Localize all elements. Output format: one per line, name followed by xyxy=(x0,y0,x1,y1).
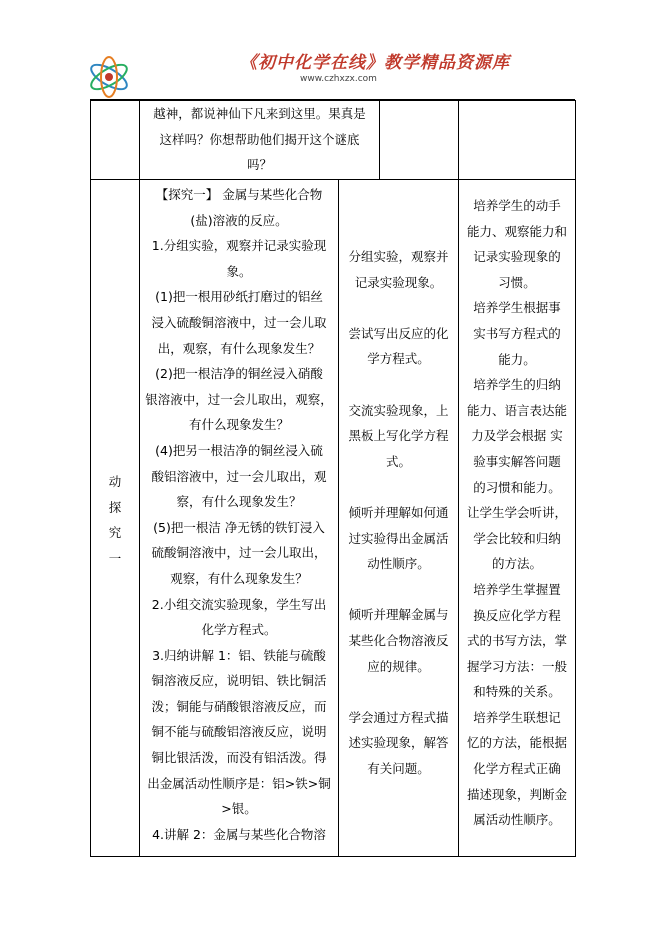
text-line: 分组实验，观察并 xyxy=(348,249,449,264)
brand-title xyxy=(240,48,510,73)
page-header xyxy=(0,0,661,100)
table-cell-top-intent xyxy=(458,100,576,180)
text-line: (5)把一根洁 净无锈的铁钉浸入 xyxy=(153,519,325,535)
text-line xyxy=(339,577,458,603)
text-line: 倾听并理解如何通 xyxy=(348,504,449,520)
text-line: 1.分组实验，观察并记录实验现 xyxy=(151,238,327,254)
section-char: 动 xyxy=(108,474,122,489)
text-line: 化学方程式正确 xyxy=(473,761,561,777)
text-line: 学会比较和归纳 xyxy=(473,530,561,546)
text-line: 某些化合物溶液反 xyxy=(348,632,449,648)
text-line xyxy=(339,474,458,500)
table-cell-top-label xyxy=(90,100,140,180)
text-line: 2.小组交流实验现象，学生写出 xyxy=(151,596,327,612)
text-line: 属活动性顺序。 xyxy=(473,812,561,828)
section-char: 究 xyxy=(108,525,122,541)
text-line: 实书写方程式的 xyxy=(473,325,561,341)
text-line: 的习惯和能力。 xyxy=(473,479,561,495)
teacher-activity xyxy=(142,182,336,847)
text-line: 培养学生掌握置 xyxy=(473,581,561,597)
text-line: 握学习方法：一般 xyxy=(466,658,567,674)
text-line: 银溶液中，过一会儿取出，观察， xyxy=(145,391,333,407)
brand-name: 《初中化学在线》 xyxy=(240,53,384,73)
text-line: (盐)溶液的反应。 xyxy=(190,212,288,228)
text-line: >银。 xyxy=(221,801,257,817)
text-line: 交流实验现象，上 xyxy=(348,402,449,418)
text-line: 习惯。 xyxy=(498,274,536,290)
text-line: 有关问题。 xyxy=(367,760,430,776)
student-activity xyxy=(339,244,458,781)
text-line: 吗？ xyxy=(246,157,272,173)
site-url[interactable]: www.czhxzx.com xyxy=(300,74,377,84)
text-line: 象。 xyxy=(226,263,252,279)
table-cell-top-teacher xyxy=(139,100,380,180)
text-line: 培养学生联想记 xyxy=(473,709,561,725)
section-char: 一 xyxy=(108,550,122,566)
text-line: 观察，有什么现象发生？ xyxy=(170,570,308,586)
text-line: 铜溶液反应，说明铝、铁比铜活 xyxy=(151,673,327,689)
text-line: 记录实验现象的 xyxy=(473,249,561,265)
top-row-text xyxy=(140,101,379,178)
section-label xyxy=(91,469,139,571)
text-line: 这样吗？你想帮助他们揭开这个谜底 xyxy=(159,131,360,147)
text-line: 出，观察，有什么现象发生？ xyxy=(157,340,321,356)
text-line: (1)把一根用砂纸打磨过的铝丝 xyxy=(155,289,323,305)
text-line: 能力。 xyxy=(498,351,536,367)
atom-logo-icon xyxy=(84,52,134,102)
text-line: 培养学生的归纳 xyxy=(473,377,561,393)
text-line: 培养学生根据事 xyxy=(473,300,561,316)
text-line: 4.讲解 2：金属与某些化合物溶 xyxy=(152,826,326,842)
text-line: 述实验现象，解答 xyxy=(348,735,449,751)
text-line: 学方程式。 xyxy=(367,351,430,367)
text-line: 铜不能与硫酸铝溶液反应，说明 xyxy=(151,724,327,740)
text-line: 浸入硫酸铜溶液中，过一会儿取 xyxy=(151,314,327,330)
text-line: 换反应化学方程 xyxy=(473,607,561,623)
table-cell-design-intent xyxy=(458,179,576,857)
text-line xyxy=(339,679,458,705)
text-line: 出金属活动性顺序是：铝>铁>铜 xyxy=(147,775,331,791)
text-line: 【探究一】 金属与某些化合物 xyxy=(155,187,323,202)
text-line: 忆的方法，能根据 xyxy=(466,735,567,751)
text-line: 越神，都说神仙下凡来到这里。果真是 xyxy=(153,106,366,121)
text-line: 硫酸铜溶液中，过一会儿取出， xyxy=(151,545,327,561)
text-line: 培养学生的动手 xyxy=(473,198,561,213)
design-intent xyxy=(459,193,575,833)
text-line: 泼；铜能与硝酸银溶液反应，而 xyxy=(151,698,327,714)
text-line: 学会通过方程式描 xyxy=(348,709,449,725)
table-cell-student-activity xyxy=(338,179,459,857)
text-line: 描述现象，判断金 xyxy=(466,786,567,802)
text-line: 式。 xyxy=(385,453,411,469)
text-line xyxy=(339,372,458,398)
table-cell-top-student xyxy=(379,100,459,180)
text-line: 察，有什么现象发生？ xyxy=(176,494,302,510)
text-line: 有什么现象发生？ xyxy=(188,417,289,433)
text-line: 和特殊的关系。 xyxy=(473,684,561,700)
brand-subtitle: 教学精品资源库 xyxy=(384,53,510,73)
text-line: 尝试写出反应的化 xyxy=(348,325,449,341)
text-line: (4)把另一根洁净的铜丝浸入硫 xyxy=(155,442,323,458)
text-line xyxy=(339,295,458,321)
section-char: 探 xyxy=(108,499,122,515)
text-line: 酸铝溶液中，过一会儿取出，观 xyxy=(151,468,327,484)
text-line: 化学方程式。 xyxy=(201,622,277,638)
text-line: 记录实验现象。 xyxy=(354,274,443,290)
table-cell-section-label xyxy=(90,179,140,857)
text-line: 验事实解答问题 xyxy=(473,453,561,469)
text-line: 倾听并理解金属与 xyxy=(348,607,449,623)
text-line: 力及学会根据 实 xyxy=(471,428,563,444)
text-line: 让学生学会听讲， xyxy=(466,505,567,521)
text-line: 过实验得出金属活 xyxy=(348,530,449,546)
text-line: 的方法。 xyxy=(491,556,542,572)
text-line: 铜比银活泼，而没有铝活泼。得 xyxy=(151,750,327,766)
text-line: 黑板上写化学方程 xyxy=(348,428,449,444)
table-cell-teacher-activity xyxy=(139,179,339,857)
text-line: 3.归纳讲解 1：铝、铁能与硫酸 xyxy=(152,647,326,663)
text-line: 动性顺序。 xyxy=(367,556,430,572)
text-line: 能力、观察能力和 xyxy=(466,223,567,239)
text-line: 能力、语言表达能 xyxy=(466,402,567,418)
text-line: 式的书写方法，掌 xyxy=(466,633,567,649)
text-line: 应的规律。 xyxy=(367,658,430,674)
text-line: (2)把一根洁净的铜丝浸入硝酸 xyxy=(155,366,323,382)
